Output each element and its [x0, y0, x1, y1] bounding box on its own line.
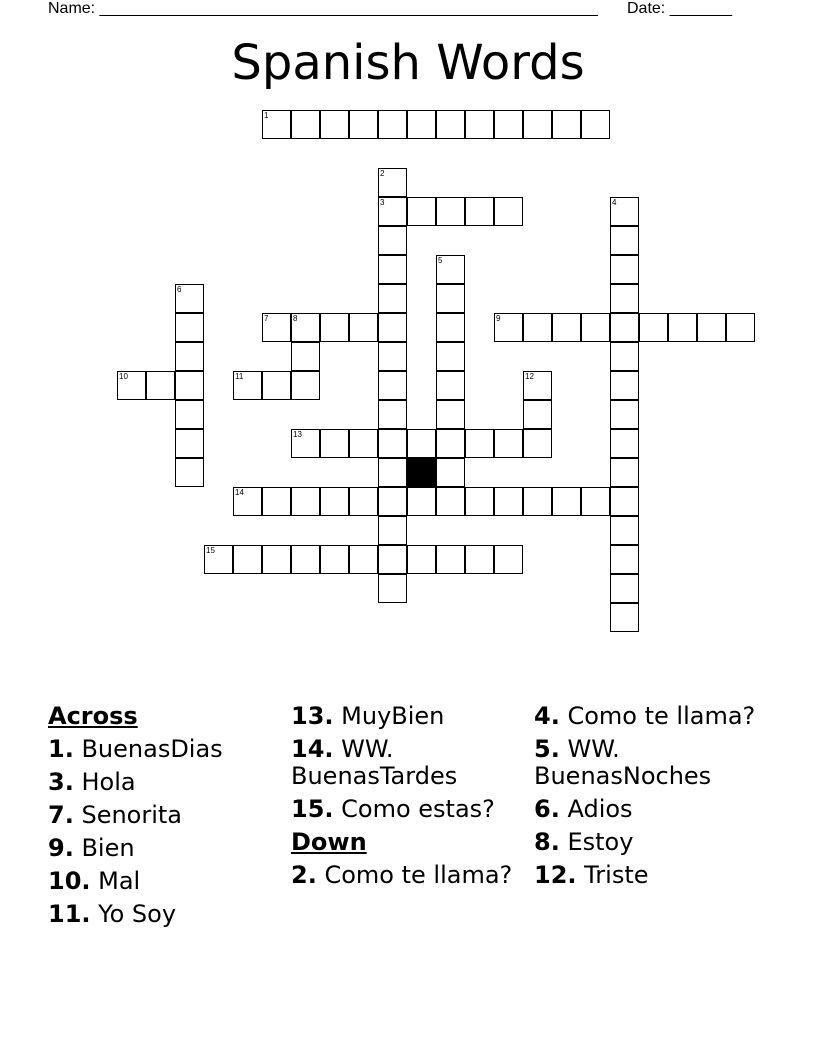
clue-item	[48, 868, 284, 895]
clue-item	[534, 796, 770, 823]
down-clue-list-continued	[534, 703, 770, 889]
grid-cell[interactable]	[465, 545, 494, 574]
clues-column-3	[534, 703, 770, 895]
name-field-label: Name: ________________________________________________________	[48, 0, 598, 17]
grid-cell[interactable]	[436, 545, 465, 574]
clue-text: Mal	[90, 867, 141, 895]
clue-text: WW. BuenasTardes	[291, 735, 458, 790]
grid-cell[interactable]	[523, 429, 552, 458]
clue-text: Hola	[73, 768, 136, 796]
down-heading: Down	[291, 828, 367, 856]
grid-cell[interactable]	[175, 342, 204, 371]
grid-cell[interactable]	[378, 516, 407, 545]
grid-cell[interactable]	[436, 400, 465, 429]
grid-cell[interactable]	[378, 458, 407, 487]
grid-cell[interactable]	[436, 429, 465, 458]
grid-cell[interactable]	[320, 110, 349, 139]
grid-cell[interactable]	[523, 400, 552, 429]
grid-cell[interactable]	[378, 429, 407, 458]
grid-cell[interactable]	[523, 313, 552, 342]
clue-number-label: 13.	[291, 702, 334, 730]
grid-cell[interactable]	[320, 545, 349, 574]
clue-text: Adios	[559, 795, 633, 823]
grid-cell[interactable]	[610, 400, 639, 429]
clue-text: BuenasDias	[73, 735, 223, 763]
grid-cell[interactable]	[610, 371, 639, 400]
clue-number-label: 12.	[534, 861, 577, 889]
clue-text: Estoy	[559, 828, 634, 856]
clue-text: Bien	[73, 834, 135, 862]
clue-number: 13	[293, 430, 302, 439]
clue-item	[48, 901, 284, 928]
grid-cell[interactable]	[465, 110, 494, 139]
grid-cell[interactable]	[320, 313, 349, 342]
grid-cell[interactable]	[378, 342, 407, 371]
grid-cell[interactable]	[581, 110, 610, 139]
grid-cell[interactable]	[610, 197, 639, 226]
grid-cell[interactable]	[494, 110, 523, 139]
grid-cell[interactable]	[465, 487, 494, 516]
grid-cell[interactable]	[407, 545, 436, 574]
grid-cell[interactable]	[639, 313, 668, 342]
grid-cell[interactable]	[378, 110, 407, 139]
grid-cell[interactable]	[349, 313, 378, 342]
page-title: Spanish Words	[231, 35, 585, 91]
grid-cell[interactable]	[610, 226, 639, 255]
grid-cell[interactable]	[378, 487, 407, 516]
grid-cell[interactable]	[320, 429, 349, 458]
grid-cell[interactable]	[349, 110, 378, 139]
grid-cell[interactable]	[291, 342, 320, 371]
grid-cell[interactable]	[610, 516, 639, 545]
grid-cell[interactable]	[436, 284, 465, 313]
clue-number: 10	[119, 372, 128, 381]
grid-cell[interactable]	[552, 110, 581, 139]
down-clue-list	[291, 862, 527, 889]
grid-cell[interactable]	[465, 197, 494, 226]
grid-cell[interactable]	[291, 545, 320, 574]
clue-item	[534, 703, 770, 730]
grid-cell[interactable]	[610, 487, 639, 516]
grid-cell[interactable]	[610, 284, 639, 313]
clues-column-1	[48, 703, 284, 934]
clue-item	[291, 862, 527, 889]
clue-item	[534, 829, 770, 856]
grid-cell[interactable]	[436, 458, 465, 487]
clue-item	[48, 802, 284, 829]
across-clue-list	[48, 736, 284, 928]
clue-item	[291, 736, 527, 790]
grid-cell[interactable]	[262, 371, 291, 400]
grid-cell[interactable]	[378, 197, 407, 226]
grid-cell[interactable]	[581, 313, 610, 342]
grid-cell[interactable]	[175, 458, 204, 487]
clue-number-label: 15.	[291, 795, 334, 823]
grid-cell[interactable]	[175, 284, 204, 313]
grid-cell[interactable]	[233, 487, 262, 516]
grid-cell[interactable]	[523, 110, 552, 139]
grid-cell[interactable]	[291, 487, 320, 516]
clue-number: 6	[177, 285, 182, 294]
clue-number: 2	[380, 169, 385, 178]
grid-cell[interactable]	[610, 255, 639, 284]
grid-cell[interactable]	[610, 429, 639, 458]
grid-cell[interactable]	[291, 371, 320, 400]
clue-number: 14	[235, 488, 244, 497]
grid-cell[interactable]	[494, 487, 523, 516]
clue-number-label: 3.	[48, 768, 74, 796]
grid-cell[interactable]	[378, 400, 407, 429]
clue-number-label: 8.	[534, 828, 560, 856]
clue-item	[534, 736, 770, 790]
grid-cell[interactable]	[291, 429, 320, 458]
grid-cell[interactable]	[378, 313, 407, 342]
grid-cell[interactable]	[262, 545, 291, 574]
grid-cell[interactable]	[349, 429, 378, 458]
clue-item	[48, 769, 284, 796]
grid-cell[interactable]	[552, 487, 581, 516]
grid-cell[interactable]	[436, 342, 465, 371]
black-cell	[407, 458, 436, 487]
clue-number: 1	[264, 111, 269, 120]
grid-cell[interactable]	[494, 197, 523, 226]
grid-cell[interactable]	[407, 110, 436, 139]
clue-number: 8	[293, 314, 298, 323]
grid-cell[interactable]	[610, 342, 639, 371]
grid-cell[interactable]	[523, 487, 552, 516]
grid-cell[interactable]	[436, 371, 465, 400]
clue-text: Triste	[576, 861, 649, 889]
grid-cell[interactable]	[436, 255, 465, 284]
clues-column-2	[291, 703, 527, 895]
grid-cell[interactable]	[146, 371, 175, 400]
grid-cell[interactable]	[378, 168, 407, 197]
grid-cell[interactable]	[407, 429, 436, 458]
grid-cell[interactable]	[262, 487, 291, 516]
grid-cell[interactable]	[610, 603, 639, 632]
grid-cell[interactable]	[581, 487, 610, 516]
grid-cell[interactable]	[465, 429, 494, 458]
clue-item	[291, 703, 527, 730]
clue-number-label: 7.	[48, 801, 74, 829]
clue-number-label: 11.	[48, 900, 91, 928]
clue-number: 15	[206, 546, 215, 555]
grid-cell[interactable]	[175, 429, 204, 458]
clue-item	[534, 862, 770, 889]
clue-item	[291, 796, 527, 823]
clue-number-label: 9.	[48, 834, 74, 862]
grid-cell[interactable]	[378, 371, 407, 400]
grid-cell[interactable]	[349, 487, 378, 516]
grid-cell[interactable]	[494, 313, 523, 342]
clue-number-label: 6.	[534, 795, 560, 823]
grid-cell[interactable]	[407, 197, 436, 226]
across-heading: Across	[48, 702, 138, 730]
grid-cell[interactable]	[175, 400, 204, 429]
grid-cell[interactable]	[378, 574, 407, 603]
grid-cell[interactable]	[204, 545, 233, 574]
across-clue-list-continued	[291, 703, 527, 823]
grid-cell[interactable]	[610, 574, 639, 603]
grid-cell[interactable]	[610, 313, 639, 342]
grid-cell[interactable]	[291, 313, 320, 342]
clue-text: Como estas?	[333, 795, 495, 823]
grid-cell[interactable]	[233, 371, 262, 400]
grid-cell[interactable]	[320, 487, 349, 516]
clue-text: WW. BuenasNoches	[534, 735, 712, 790]
grid-cell[interactable]	[175, 371, 204, 400]
clue-text: Senorita	[73, 801, 183, 829]
grid-cell[interactable]	[117, 371, 146, 400]
grid-cell[interactable]	[552, 313, 581, 342]
grid-cell[interactable]	[494, 429, 523, 458]
clue-number: 7	[264, 314, 269, 323]
date-field-label: Date: _______	[627, 0, 732, 17]
grid-cell[interactable]	[610, 545, 639, 574]
clue-number-label: 5.	[534, 735, 560, 763]
grid-cell[interactable]	[378, 255, 407, 284]
grid-cell[interactable]	[262, 110, 291, 139]
grid-cell[interactable]	[668, 313, 697, 342]
clue-number: 11	[235, 372, 244, 381]
clue-number-label: 14.	[291, 735, 334, 763]
grid-cell[interactable]	[436, 110, 465, 139]
grid-cell[interactable]	[697, 313, 726, 342]
grid-cell[interactable]	[175, 313, 204, 342]
clue-number: 3	[380, 198, 385, 207]
grid-cell[interactable]	[610, 458, 639, 487]
grid-cell[interactable]	[494, 545, 523, 574]
clue-number-label: 2.	[291, 861, 317, 889]
clue-text: Como te llama?	[559, 702, 756, 730]
clue-number: 12	[525, 372, 534, 381]
clue-number-label: 10.	[48, 867, 91, 895]
grid-cell[interactable]	[378, 284, 407, 313]
clue-text: MuyBien	[333, 702, 445, 730]
grid-cell[interactable]	[436, 197, 465, 226]
clue-item	[48, 736, 284, 763]
grid-cell[interactable]	[436, 487, 465, 516]
clue-number: 4	[612, 198, 617, 207]
clue-number: 5	[438, 256, 443, 265]
grid-cell[interactable]	[262, 313, 291, 342]
grid-cell[interactable]	[407, 487, 436, 516]
clue-text: Yo Soy	[90, 900, 177, 928]
clue-number-label: 4.	[534, 702, 560, 730]
grid-cell[interactable]	[436, 313, 465, 342]
grid-cell[interactable]	[378, 226, 407, 255]
grid-cell[interactable]	[523, 371, 552, 400]
grid-cell[interactable]	[726, 313, 755, 342]
clue-text: Como te llama?	[316, 861, 513, 889]
grid-cell[interactable]	[378, 545, 407, 574]
grid-cell[interactable]	[233, 545, 262, 574]
grid-cell[interactable]	[291, 110, 320, 139]
grid-cell[interactable]	[349, 545, 378, 574]
clue-number-label: 1.	[48, 735, 74, 763]
clue-number: 9	[496, 314, 501, 323]
clue-item	[48, 835, 284, 862]
